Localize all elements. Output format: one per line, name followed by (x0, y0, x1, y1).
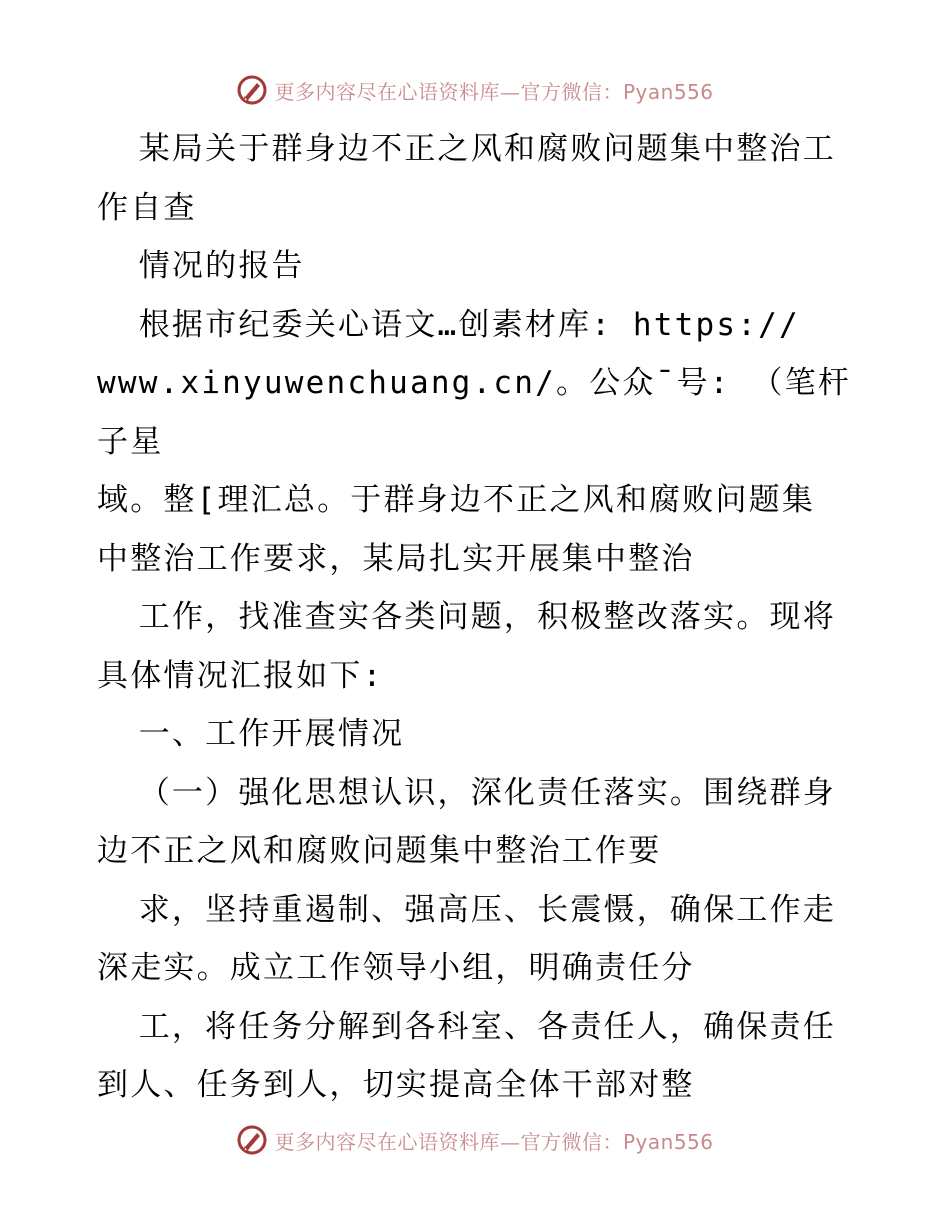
text-line: （一）强化思想认识，深化责任落实。围绕群身 (97, 774, 836, 811)
text-line: 深走实。成立工作领导小组，明确责任分 (97, 950, 695, 986)
text-line: 工，将任务分解到各科室、各责任人，确保责任 (97, 1008, 836, 1045)
text-line: www.xinyuwenchuang.cn/。公众¯号: （笔杆子星 (97, 365, 851, 460)
text-line: 到人、任务到人，切实提高全体干部对整 (97, 1067, 695, 1103)
footer-watermark (0, 1120, 950, 1160)
document-body (97, 120, 857, 1115)
text-line: 情况的报告 (97, 248, 305, 284)
watermark-text: 更多内容尽在心语资料库—官方微信：Pyan556 (274, 1129, 714, 1154)
text-line: 工作，找准查实各类问题，积极整改落实。现将 (97, 599, 836, 635)
text-line: 根据市纪委关心语文…创素材库: https:// (97, 306, 800, 343)
text-line: 具体情况汇报如下: (97, 657, 384, 694)
pen-circle-icon (236, 1124, 268, 1156)
text-line: 中整治工作要求，某局扎实开展集中整治 (97, 540, 695, 577)
text-line: 一、工作开展情况 (97, 716, 405, 752)
text-line: 域。整[理汇总。于群身边不正之风和腐败问题集 (97, 482, 816, 518)
text-line: 求，坚持重遏制、强高压、长震慑，确保工作走 (97, 891, 836, 928)
pen-circle-icon (236, 74, 268, 106)
header-watermark (0, 70, 950, 110)
text-line: 作自查 (97, 189, 197, 226)
watermark-text: 更多内容尽在心语资料库—官方微信：Pyan556 (274, 79, 714, 104)
text-line: 某局关于群身边不正之风和腐败问题集中整治工 (97, 131, 836, 167)
text-line: 边不正之风和腐败问题集中整治工作要 (97, 833, 662, 869)
